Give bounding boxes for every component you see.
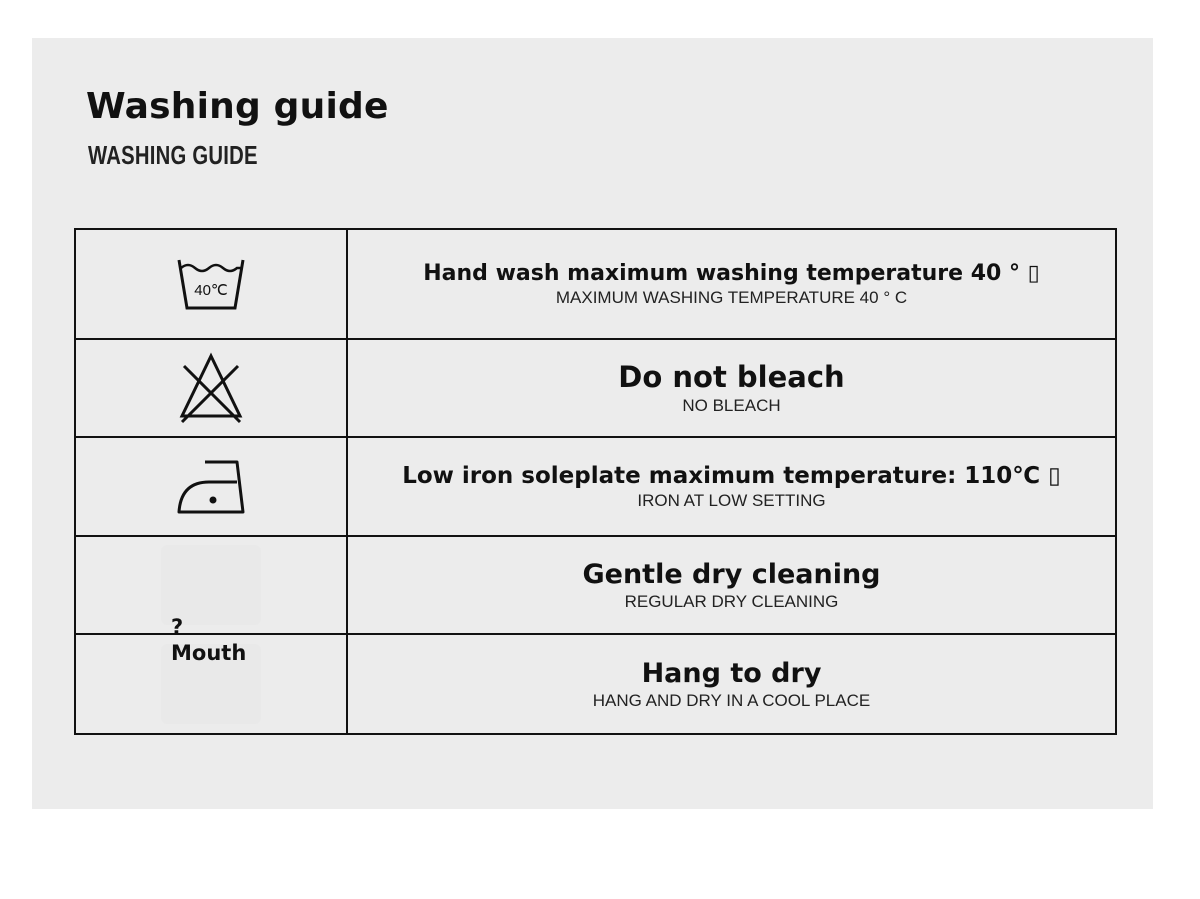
care-subtitle: HANG AND DRY IN A COOL PLACE <box>592 690 871 710</box>
care-subtitle: REGULAR DRY CLEANING <box>624 591 839 611</box>
table-row <box>75 229 1116 339</box>
icon-cell <box>75 339 347 437</box>
table-row <box>75 437 1116 536</box>
care-title: Low iron soleplate maximum temperature: 110℃ ▯ <box>402 462 1061 489</box>
table-row <box>75 339 1116 437</box>
care-title: Do not bleach <box>618 360 845 394</box>
question-mark: ? <box>171 615 184 639</box>
dry-clean-icon <box>161 545 261 625</box>
page-subtitle: WASHING GUIDE <box>88 140 258 170</box>
care-subtitle: NO BLEACH <box>682 396 781 415</box>
overlay-label <box>171 614 246 666</box>
hand-wash-40-icon <box>175 254 247 314</box>
care-title: Hang to dry <box>641 657 822 689</box>
desc-cell <box>347 536 1116 634</box>
desc-cell <box>347 634 1116 734</box>
icon-cell <box>75 437 347 536</box>
page-title: Washing guide <box>86 86 389 127</box>
desc-cell <box>347 339 1116 437</box>
care-subtitle: MAXIMUM WASHING TEMPERATURE 40 ° C <box>555 287 908 307</box>
iron-low-icon <box>175 456 247 518</box>
icon-cell <box>75 229 347 339</box>
no-bleach-icon <box>178 352 244 424</box>
wash-temp-label: 40℃ <box>194 282 228 299</box>
care-subtitle: IRON AT LOW SETTING <box>637 490 826 510</box>
desc-cell <box>347 437 1116 536</box>
care-title: Gentle dry cleaning <box>582 558 881 590</box>
mouth-label: Mouth <box>171 641 247 665</box>
care-title: Hand wash maximum washing temperature 40 ° ▯ <box>423 260 1040 286</box>
desc-cell <box>347 229 1116 339</box>
